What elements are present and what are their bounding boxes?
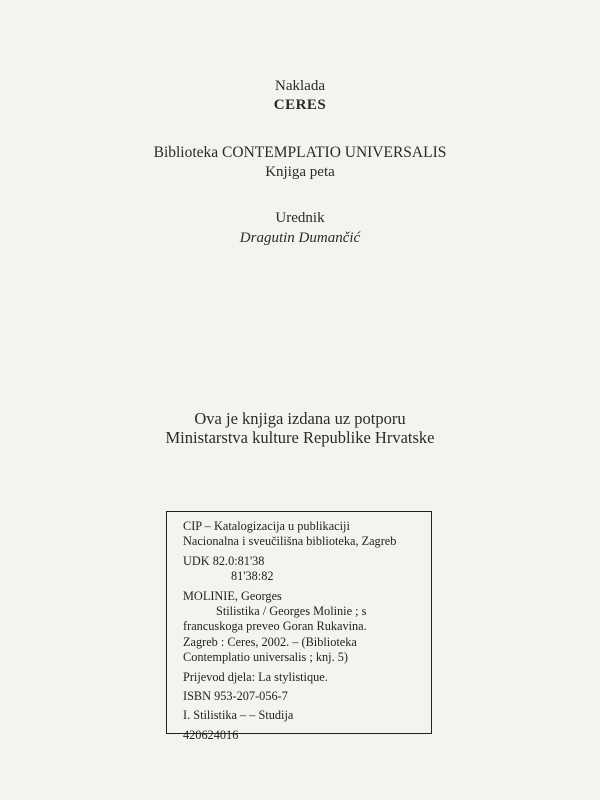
cip-entry-line4: Contemplatio universalis ; knj. 5) [183,650,348,665]
cip-isbn: ISBN 953-207-056-7 [183,689,288,704]
support-note-line1: Ova je knjiga izdana uz potporu [194,409,406,428]
publisher-name: CERES [273,97,327,113]
cip-subject: I. Stilistika – – Studija [183,708,294,723]
cip-entry-line3: Zagreb : Ceres, 2002. – (Biblioteka [183,634,357,649]
editor-name: Dragutin Dumančić [239,230,361,246]
cip-record-box [166,511,432,742]
publisher-label: Naklada [275,78,325,94]
cip-header-line2: Nacionalna i sveučilišna biblioteka, Zagreb [183,534,397,549]
cip-author: MOLINIE, Georges [183,588,282,603]
cip-udk-line2: 81'38:82 [231,569,274,584]
cip-record-id: 420624016 [183,727,239,742]
cip-udk-line1: UDK 82.0:81'38 [183,553,265,568]
editor-label: Urednik [275,210,325,226]
support-note-line2: Ministarstva kulture Republike Hrvatske [165,428,435,447]
series-volume: Knjiga peta [265,164,335,180]
cip-header-line1: CIP – Katalogizacija u publikaciji [183,519,350,533]
cip-original-title: Prijevod djela: La stylistique. [183,669,328,684]
cip-entry-line2: francuskoga preveo Goran Rukavina. [183,619,367,634]
cip-entry-title: Stilistika / Georges Molinie ; s [216,604,367,619]
series-title: Biblioteka CONTEMPLATIO UNIVERSALIS [153,144,447,161]
